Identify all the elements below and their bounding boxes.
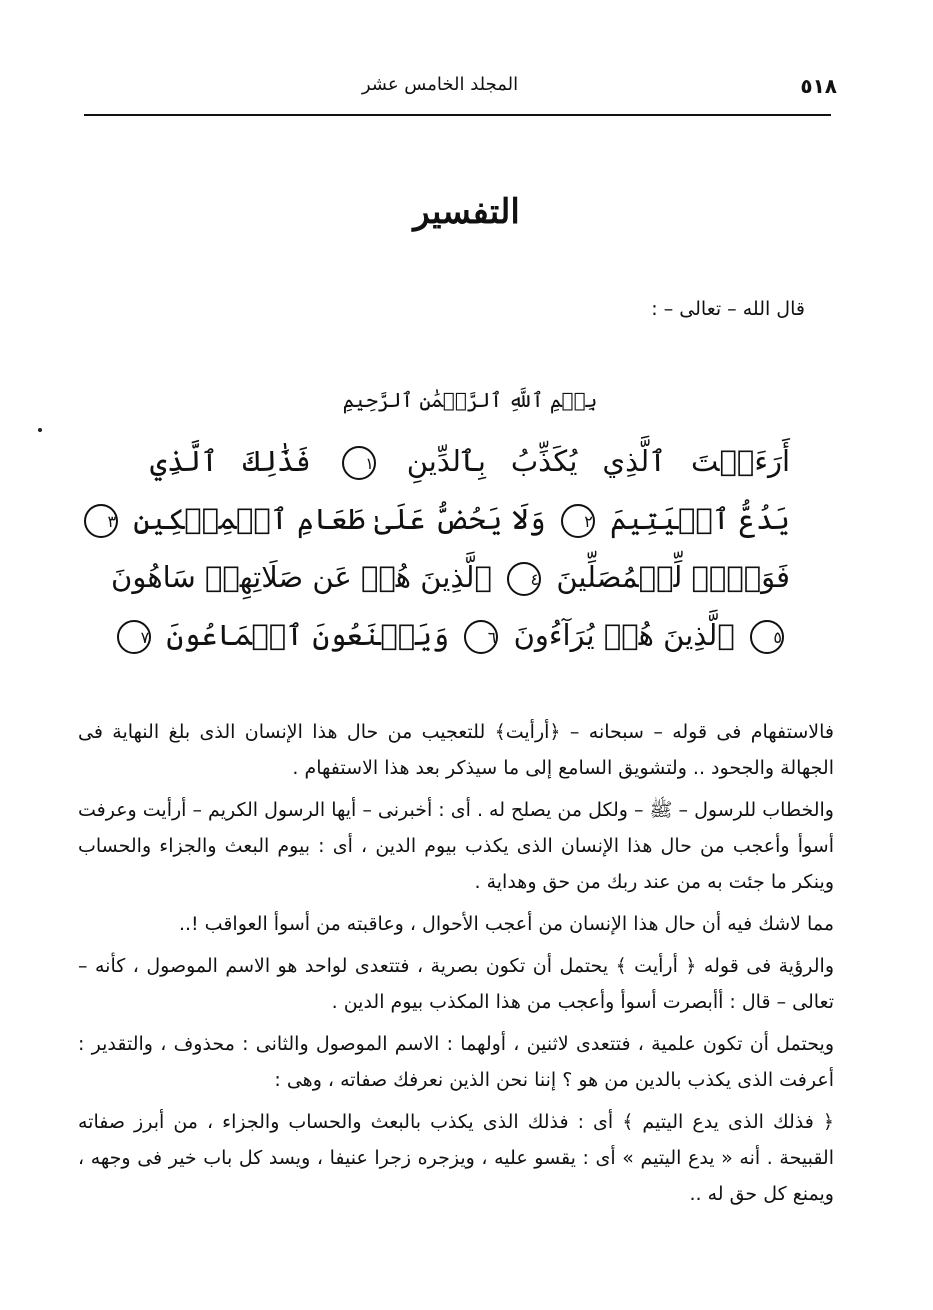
commentary-paragraph: والرؤية فى قوله ﴿ أرأيت ﴾ يحتمل أن تكون بصرية ، فتتعدى لواحد هو الاسم الموصول ، كأنه – تعالى – قال : أأبصرت أسوأ وأعجب من هذا المكذب بيوم الدين . — [78, 955, 834, 1013]
commentary-paragraph: فالاستفهام فى قوله – سبحانه – ﴿أرأيت﴾ للتعجيب من حال هذا الإنسان الذى بلغ النهاية فى الجهالة والجحود .. ولتشويق السامع إلى ما سيذكر بعد هذا الاستفهام . — [78, 721, 834, 779]
ayah-number-mark: ٦ — [464, 620, 498, 654]
section-title: التفسير — [413, 192, 520, 232]
verse-text: ٱلَّذِينَ هُمۡ يُرَآءُونَ — [513, 618, 735, 652]
verse-text: يَدُعُّ ٱلۡيَتِيمَ — [610, 502, 790, 536]
commentary-paragraph: والخطاب للرسول – ﷺ – ولكل من يصلح له . أى : أخبرنى – أيها الرسول الكريم – أرأيت وعرفت أسوأ وأعجب من حال هذا الإنسان الذى يكذب بيوم الدين ، أى : بيوم البعث والجزاء والحساب وينكر ما جئت به من عند ربك من حق وهداية . — [78, 799, 834, 893]
commentary-body — [78, 714, 834, 1218]
ayah-number-mark: ١ — [342, 446, 376, 480]
page-number: ٥١٨ — [800, 74, 837, 98]
verse-line-2 — [107, 490, 790, 548]
ayah-number-mark: ٣ — [84, 504, 118, 538]
verse-text: ٱلَّذِينَ هُمۡ عَن صَلَاتِهِمۡ سَاهُونَ — [111, 560, 492, 594]
running-head: المجلد الخامس عشر — [361, 74, 519, 95]
verse-line-3 — [111, 548, 790, 606]
ayah-number-mark: ٧ — [117, 620, 151, 654]
commentary-paragraph: ﴿ فذلك الذى يدع اليتيم ﴾ أى : فذلك الذى يكذب بالبعث والحساب والجزاء ، من أبرز صفاته القبيحة . أنه « يدع اليتيم » أى : يقسو عليه ، ويزجره زجرا عنيفا ، ويسد كل باب خير فى وجهه ، ويمنع كل حق له .. — [78, 1111, 834, 1205]
basmala: بِسۡمِ ٱللَّهِ ٱلرَّحۡمَٰنِ ٱلرَّحِيمِ — [342, 388, 598, 412]
verse-text: فَذَٰلِكَ ٱلَّذِي — [150, 444, 311, 478]
commentary-paragraph: ويحتمل أن تكون علمية ، فتتعدى لاثنين ، أولهما : الاسم الموصول والثانى : محذوف ، والتقدير : أعرفت الذى يكذب بالدين من هو ؟ إننا نحن الذين نعرفك صفاته ، وهى : — [78, 1033, 834, 1091]
quran-verses — [107, 432, 791, 664]
verse-text: وَلَا يَحُضُّ عَلَىٰ طَعَامِ ٱلۡمِسۡكِينِ — [133, 502, 546, 536]
verse-text: أَرَءَيۡتَ ٱلَّذِي يُكَذِّبُ بِٱلدِّينِ — [406, 444, 791, 478]
verse-text: وَيَمۡنَعُونَ ٱلۡمَاعُونَ — [166, 618, 450, 652]
verse-text: فَوَيۡلٞ لِّلۡمُصَلِّينَ — [556, 560, 790, 594]
header-rule — [84, 114, 831, 116]
verse-line-4 — [140, 606, 790, 664]
ayah-number-mark: ٤ — [507, 562, 541, 596]
intro-line: قال الله – تعالى – : — [651, 298, 805, 320]
margin-dot — [38, 428, 42, 432]
commentary-paragraph: مما لاشك فيه أن حال هذا الإنسان من أعجب الأحوال ، وعاقبته من أسوأ العواقب !.. — [178, 913, 834, 935]
verse-line-1 — [150, 432, 790, 490]
ayah-number-mark: ٥ — [750, 620, 784, 654]
ayah-number-mark: ٢ — [561, 504, 595, 538]
